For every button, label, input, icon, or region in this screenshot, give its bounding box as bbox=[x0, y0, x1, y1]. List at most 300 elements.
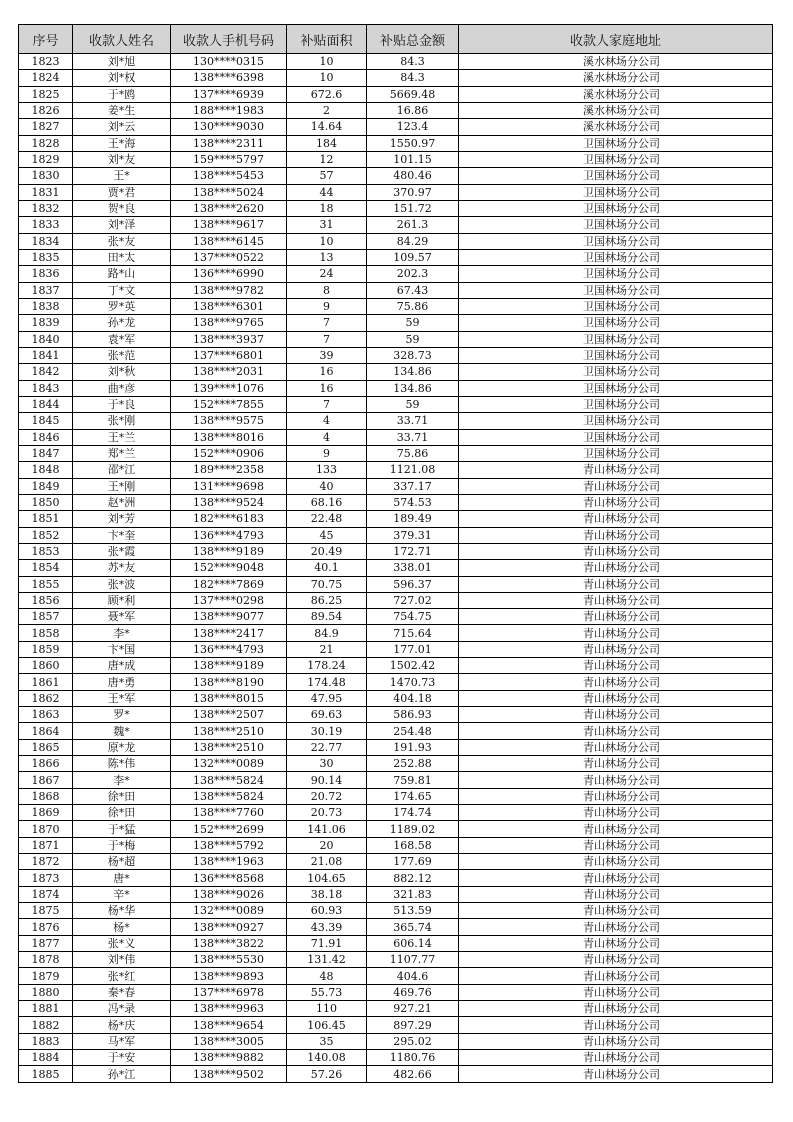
cell-amount: 513.59 bbox=[367, 903, 459, 919]
cell-address: 青山林场分公司 bbox=[459, 1033, 773, 1049]
cell-name: 刘*伟 bbox=[73, 952, 171, 968]
cell-phone: 137****6939 bbox=[171, 86, 287, 102]
cell-area: 70.75 bbox=[287, 576, 367, 592]
cell-amount: 596.37 bbox=[367, 576, 459, 592]
table-row bbox=[19, 919, 773, 935]
cell-area: 43.39 bbox=[287, 919, 367, 935]
cell-phone: 188****1983 bbox=[171, 102, 287, 118]
cell-address: 青山林场分公司 bbox=[459, 625, 773, 641]
cell-area: 133 bbox=[287, 462, 367, 478]
cell-seq: 1861 bbox=[19, 674, 73, 690]
cell-amount: 134.86 bbox=[367, 380, 459, 396]
table-row bbox=[19, 478, 773, 494]
cell-seq: 1847 bbox=[19, 445, 73, 461]
cell-seq: 1823 bbox=[19, 54, 73, 70]
cell-area: 21.08 bbox=[287, 854, 367, 870]
cell-address: 溪水林场分公司 bbox=[459, 102, 773, 118]
cell-phone: 136****6990 bbox=[171, 266, 287, 282]
cell-area: 69.63 bbox=[287, 707, 367, 723]
cell-phone: 138****6301 bbox=[171, 298, 287, 314]
cell-seq: 1830 bbox=[19, 168, 73, 184]
cell-address: 卫国林场分公司 bbox=[459, 364, 773, 380]
cell-seq: 1859 bbox=[19, 641, 73, 657]
cell-seq: 1854 bbox=[19, 560, 73, 576]
cell-address: 卫国林场分公司 bbox=[459, 396, 773, 412]
table-row bbox=[19, 527, 773, 543]
cell-amount: 337.17 bbox=[367, 478, 459, 494]
cell-address: 卫国林场分公司 bbox=[459, 151, 773, 167]
cell-amount: 59 bbox=[367, 331, 459, 347]
cell-amount: 379.31 bbox=[367, 527, 459, 543]
cell-amount: 754.75 bbox=[367, 609, 459, 625]
table-row bbox=[19, 739, 773, 755]
cell-address: 卫国林场分公司 bbox=[459, 282, 773, 298]
cell-address: 溪水林场分公司 bbox=[459, 86, 773, 102]
cell-address: 青山林场分公司 bbox=[459, 543, 773, 559]
cell-address: 青山林场分公司 bbox=[459, 919, 773, 935]
cell-area: 40 bbox=[287, 478, 367, 494]
cell-name: 张*刚 bbox=[73, 413, 171, 429]
cell-address: 青山林场分公司 bbox=[459, 870, 773, 886]
cell-seq: 1885 bbox=[19, 1066, 73, 1082]
cell-address: 青山林场分公司 bbox=[459, 788, 773, 804]
cell-name: 赵*洲 bbox=[73, 494, 171, 510]
table-row bbox=[19, 184, 773, 200]
cell-phone: 138****0927 bbox=[171, 919, 287, 935]
cell-name: 郑*兰 bbox=[73, 445, 171, 461]
cell-phone: 138****2507 bbox=[171, 707, 287, 723]
cell-area: 44 bbox=[287, 184, 367, 200]
cell-seq: 1855 bbox=[19, 576, 73, 592]
cell-name: 王*军 bbox=[73, 690, 171, 706]
cell-amount: 191.93 bbox=[367, 739, 459, 755]
cell-seq: 1865 bbox=[19, 739, 73, 755]
cell-seq: 1873 bbox=[19, 870, 73, 886]
cell-address: 卫国林场分公司 bbox=[459, 200, 773, 216]
cell-name: 徐*田 bbox=[73, 788, 171, 804]
cell-address: 青山林场分公司 bbox=[459, 854, 773, 870]
cell-seq: 1860 bbox=[19, 658, 73, 674]
cell-address: 青山林场分公司 bbox=[459, 1050, 773, 1066]
cell-address: 卫国林场分公司 bbox=[459, 233, 773, 249]
cell-name: 贾*君 bbox=[73, 184, 171, 200]
cell-amount: 715.64 bbox=[367, 625, 459, 641]
cell-area: 12 bbox=[287, 151, 367, 167]
cell-amount: 177.69 bbox=[367, 854, 459, 870]
cell-amount: 123.4 bbox=[367, 119, 459, 135]
cell-phone: 132****0089 bbox=[171, 903, 287, 919]
cell-amount: 174.74 bbox=[367, 805, 459, 821]
table-row bbox=[19, 347, 773, 363]
cell-area: 68.16 bbox=[287, 494, 367, 510]
cell-seq: 1846 bbox=[19, 429, 73, 445]
table-row bbox=[19, 119, 773, 135]
cell-name: 于*鸥 bbox=[73, 86, 171, 102]
cell-area: 110 bbox=[287, 1001, 367, 1017]
cell-area: 9 bbox=[287, 298, 367, 314]
table-row bbox=[19, 462, 773, 478]
cell-phone: 152****0906 bbox=[171, 445, 287, 461]
cell-name: 唐*勇 bbox=[73, 674, 171, 690]
cell-phone: 138****8190 bbox=[171, 674, 287, 690]
table-row bbox=[19, 364, 773, 380]
cell-area: 131.42 bbox=[287, 952, 367, 968]
cell-address: 青山林场分公司 bbox=[459, 1017, 773, 1033]
cell-name: 辛* bbox=[73, 886, 171, 902]
table-row bbox=[19, 984, 773, 1000]
cell-name: 张*范 bbox=[73, 347, 171, 363]
cell-seq: 1850 bbox=[19, 494, 73, 510]
cell-name: 顾*利 bbox=[73, 592, 171, 608]
table-row bbox=[19, 1050, 773, 1066]
cell-area: 40.1 bbox=[287, 560, 367, 576]
cell-name: 李* bbox=[73, 625, 171, 641]
cell-seq: 1828 bbox=[19, 135, 73, 151]
table-row bbox=[19, 968, 773, 984]
cell-address: 青山林场分公司 bbox=[459, 952, 773, 968]
cell-name: 于*梅 bbox=[73, 837, 171, 853]
cell-amount: 172.71 bbox=[367, 543, 459, 559]
cell-area: 30.19 bbox=[287, 723, 367, 739]
table-row bbox=[19, 690, 773, 706]
cell-seq: 1827 bbox=[19, 119, 73, 135]
table-row bbox=[19, 135, 773, 151]
cell-area: 22.48 bbox=[287, 511, 367, 527]
cell-address: 青山林场分公司 bbox=[459, 723, 773, 739]
cell-amount: 927.21 bbox=[367, 1001, 459, 1017]
cell-seq: 1848 bbox=[19, 462, 73, 478]
cell-seq: 1838 bbox=[19, 298, 73, 314]
cell-amount: 759.81 bbox=[367, 772, 459, 788]
cell-area: 21 bbox=[287, 641, 367, 657]
cell-area: 104.65 bbox=[287, 870, 367, 886]
table-row bbox=[19, 511, 773, 527]
cell-area: 140.08 bbox=[287, 1050, 367, 1066]
cell-name: 孙*龙 bbox=[73, 315, 171, 331]
table-row bbox=[19, 1066, 773, 1082]
cell-address: 溪水林场分公司 bbox=[459, 70, 773, 86]
cell-amount: 75.86 bbox=[367, 298, 459, 314]
cell-amount: 151.72 bbox=[367, 200, 459, 216]
cell-address: 青山林场分公司 bbox=[459, 462, 773, 478]
cell-area: 31 bbox=[287, 217, 367, 233]
cell-name: 邵*江 bbox=[73, 462, 171, 478]
cell-seq: 1857 bbox=[19, 609, 73, 625]
cell-seq: 1833 bbox=[19, 217, 73, 233]
cell-phone: 182****7869 bbox=[171, 576, 287, 592]
cell-address: 青山林场分公司 bbox=[459, 1001, 773, 1017]
cell-address: 青山林场分公司 bbox=[459, 609, 773, 625]
cell-phone: 137****6978 bbox=[171, 984, 287, 1000]
table-row bbox=[19, 935, 773, 951]
cell-address: 青山林场分公司 bbox=[459, 935, 773, 951]
cell-area: 184 bbox=[287, 135, 367, 151]
cell-address: 卫国林场分公司 bbox=[459, 184, 773, 200]
cell-area: 57.26 bbox=[287, 1066, 367, 1082]
cell-phone: 138****9782 bbox=[171, 282, 287, 298]
cell-address: 卫国林场分公司 bbox=[459, 266, 773, 282]
cell-phone: 138****5792 bbox=[171, 837, 287, 853]
cell-phone: 130****9030 bbox=[171, 119, 287, 135]
cell-amount: 33.71 bbox=[367, 413, 459, 429]
cell-phone: 137****6801 bbox=[171, 347, 287, 363]
table-body bbox=[19, 54, 773, 1083]
cell-seq: 1871 bbox=[19, 837, 73, 853]
cell-address: 青山林场分公司 bbox=[459, 772, 773, 788]
cell-phone: 138****9077 bbox=[171, 609, 287, 625]
cell-name: 苏*友 bbox=[73, 560, 171, 576]
cell-seq: 1845 bbox=[19, 413, 73, 429]
cell-amount: 84.29 bbox=[367, 233, 459, 249]
cell-seq: 1824 bbox=[19, 70, 73, 86]
cell-phone: 137****0298 bbox=[171, 592, 287, 608]
cell-area: 10 bbox=[287, 233, 367, 249]
cell-name: 徐*田 bbox=[73, 805, 171, 821]
cell-phone: 136****4793 bbox=[171, 527, 287, 543]
table-row bbox=[19, 168, 773, 184]
table-row bbox=[19, 331, 773, 347]
cell-amount: 254.48 bbox=[367, 723, 459, 739]
cell-name: 杨*超 bbox=[73, 854, 171, 870]
cell-area: 174.48 bbox=[287, 674, 367, 690]
cell-name: 魏* bbox=[73, 723, 171, 739]
cell-amount: 482.66 bbox=[367, 1066, 459, 1082]
cell-area: 86.25 bbox=[287, 592, 367, 608]
cell-seq: 1852 bbox=[19, 527, 73, 543]
cell-area: 16 bbox=[287, 364, 367, 380]
cell-amount: 168.58 bbox=[367, 837, 459, 853]
cell-area: 48 bbox=[287, 968, 367, 984]
cell-area: 10 bbox=[287, 54, 367, 70]
cell-name: 路*山 bbox=[73, 266, 171, 282]
cell-amount: 174.65 bbox=[367, 788, 459, 804]
cell-name: 贺*良 bbox=[73, 200, 171, 216]
cell-name: 于*猛 bbox=[73, 821, 171, 837]
cell-phone: 138****6398 bbox=[171, 70, 287, 86]
table-row bbox=[19, 445, 773, 461]
cell-name: 刘*泽 bbox=[73, 217, 171, 233]
table-row bbox=[19, 641, 773, 657]
cell-seq: 1878 bbox=[19, 952, 73, 968]
cell-area: 39 bbox=[287, 347, 367, 363]
cell-address: 青山林场分公司 bbox=[459, 511, 773, 527]
cell-name: 姜*生 bbox=[73, 102, 171, 118]
cell-amount: 1502.42 bbox=[367, 658, 459, 674]
cell-area: 38.18 bbox=[287, 886, 367, 902]
cell-address: 青山林场分公司 bbox=[459, 837, 773, 853]
cell-area: 89.54 bbox=[287, 609, 367, 625]
cell-name: 杨* bbox=[73, 919, 171, 935]
cell-amount: 574.53 bbox=[367, 494, 459, 510]
cell-amount: 338.01 bbox=[367, 560, 459, 576]
cell-amount: 365.74 bbox=[367, 919, 459, 935]
table-row bbox=[19, 609, 773, 625]
cell-phone: 138****9893 bbox=[171, 968, 287, 984]
cell-address: 卫国林场分公司 bbox=[459, 445, 773, 461]
cell-amount: 727.02 bbox=[367, 592, 459, 608]
table-row bbox=[19, 70, 773, 86]
table-row bbox=[19, 756, 773, 772]
cell-amount: 1189.02 bbox=[367, 821, 459, 837]
cell-phone: 137****0522 bbox=[171, 249, 287, 265]
cell-name: 卞*奎 bbox=[73, 527, 171, 543]
cell-amount: 295.02 bbox=[367, 1033, 459, 1049]
cell-phone: 138****9026 bbox=[171, 886, 287, 902]
cell-phone: 138****2510 bbox=[171, 739, 287, 755]
cell-seq: 1882 bbox=[19, 1017, 73, 1033]
cell-name: 聂*军 bbox=[73, 609, 171, 625]
cell-name: 杨*庆 bbox=[73, 1017, 171, 1033]
cell-name: 丁*文 bbox=[73, 282, 171, 298]
cell-phone: 138****9963 bbox=[171, 1001, 287, 1017]
cell-amount: 1107.77 bbox=[367, 952, 459, 968]
cell-area: 57 bbox=[287, 168, 367, 184]
cell-area: 7 bbox=[287, 396, 367, 412]
cell-area: 30 bbox=[287, 756, 367, 772]
cell-area: 20.72 bbox=[287, 788, 367, 804]
cell-name: 袁*军 bbox=[73, 331, 171, 347]
cell-address: 卫国林场分公司 bbox=[459, 315, 773, 331]
cell-phone: 136****8568 bbox=[171, 870, 287, 886]
cell-amount: 882.12 bbox=[367, 870, 459, 886]
cell-seq: 1863 bbox=[19, 707, 73, 723]
cell-amount: 586.93 bbox=[367, 707, 459, 723]
table-row bbox=[19, 805, 773, 821]
table-header bbox=[19, 25, 773, 54]
table-row bbox=[19, 560, 773, 576]
cell-amount: 59 bbox=[367, 396, 459, 412]
cell-seq: 1849 bbox=[19, 478, 73, 494]
cell-amount: 252.88 bbox=[367, 756, 459, 772]
cell-seq: 1876 bbox=[19, 919, 73, 935]
cell-name: 刘*芳 bbox=[73, 511, 171, 527]
cell-amount: 1121.08 bbox=[367, 462, 459, 478]
cell-amount: 328.73 bbox=[367, 347, 459, 363]
table-row bbox=[19, 658, 773, 674]
cell-area: 14.64 bbox=[287, 119, 367, 135]
cell-phone: 138****9654 bbox=[171, 1017, 287, 1033]
cell-name: 杨*华 bbox=[73, 903, 171, 919]
cell-seq: 1881 bbox=[19, 1001, 73, 1017]
table-row bbox=[19, 788, 773, 804]
cell-amount: 404.6 bbox=[367, 968, 459, 984]
cell-seq: 1864 bbox=[19, 723, 73, 739]
table-row bbox=[19, 151, 773, 167]
table-row bbox=[19, 543, 773, 559]
cell-phone: 138****9189 bbox=[171, 658, 287, 674]
cell-address: 青山林场分公司 bbox=[459, 1066, 773, 1082]
cell-area: 47.95 bbox=[287, 690, 367, 706]
cell-address: 青山林场分公司 bbox=[459, 984, 773, 1000]
cell-seq: 1858 bbox=[19, 625, 73, 641]
cell-seq: 1837 bbox=[19, 282, 73, 298]
cell-amount: 59 bbox=[367, 315, 459, 331]
cell-area: 141.06 bbox=[287, 821, 367, 837]
cell-address: 青山林场分公司 bbox=[459, 592, 773, 608]
cell-seq: 1868 bbox=[19, 788, 73, 804]
cell-seq: 1862 bbox=[19, 690, 73, 706]
table-row bbox=[19, 217, 773, 233]
cell-phone: 138****2311 bbox=[171, 135, 287, 151]
cell-phone: 138****5453 bbox=[171, 168, 287, 184]
cell-name: 王*海 bbox=[73, 135, 171, 151]
cell-amount: 261.3 bbox=[367, 217, 459, 233]
table-row bbox=[19, 854, 773, 870]
cell-seq: 1834 bbox=[19, 233, 73, 249]
cell-seq: 1869 bbox=[19, 805, 73, 821]
cell-seq: 1842 bbox=[19, 364, 73, 380]
cell-phone: 136****4793 bbox=[171, 641, 287, 657]
cell-phone: 138****9765 bbox=[171, 315, 287, 331]
cell-phone: 138****3937 bbox=[171, 331, 287, 347]
cell-name: 于*良 bbox=[73, 396, 171, 412]
cell-address: 卫国林场分公司 bbox=[459, 249, 773, 265]
table-row bbox=[19, 200, 773, 216]
cell-name: 王*兰 bbox=[73, 429, 171, 445]
cell-area: 71.91 bbox=[287, 935, 367, 951]
cell-seq: 1829 bbox=[19, 151, 73, 167]
cell-name: 张*红 bbox=[73, 968, 171, 984]
cell-amount: 16.86 bbox=[367, 102, 459, 118]
cell-area: 55.73 bbox=[287, 984, 367, 1000]
cell-area: 7 bbox=[287, 331, 367, 347]
cell-seq: 1875 bbox=[19, 903, 73, 919]
cell-phone: 138****9575 bbox=[171, 413, 287, 429]
cell-phone: 138****9502 bbox=[171, 1066, 287, 1082]
cell-seq: 1851 bbox=[19, 511, 73, 527]
cell-address: 青山林场分公司 bbox=[459, 527, 773, 543]
header-phone: 收款人手机号码 bbox=[171, 25, 287, 54]
cell-area: 20.49 bbox=[287, 543, 367, 559]
table-row bbox=[19, 282, 773, 298]
cell-address: 青山林场分公司 bbox=[459, 756, 773, 772]
cell-name: 张*波 bbox=[73, 576, 171, 592]
table-row bbox=[19, 266, 773, 282]
cell-name: 孙*江 bbox=[73, 1066, 171, 1082]
cell-seq: 1841 bbox=[19, 347, 73, 363]
cell-area: 8 bbox=[287, 282, 367, 298]
cell-area: 18 bbox=[287, 200, 367, 216]
cell-seq: 1835 bbox=[19, 249, 73, 265]
cell-area: 90.14 bbox=[287, 772, 367, 788]
cell-address: 卫国林场分公司 bbox=[459, 168, 773, 184]
cell-phone: 138****8016 bbox=[171, 429, 287, 445]
cell-name: 陈*伟 bbox=[73, 756, 171, 772]
cell-name: 罗*英 bbox=[73, 298, 171, 314]
cell-name: 刘*秋 bbox=[73, 364, 171, 380]
cell-amount: 101.15 bbox=[367, 151, 459, 167]
cell-name: 张*霞 bbox=[73, 543, 171, 559]
table-row bbox=[19, 772, 773, 788]
cell-phone: 159****5797 bbox=[171, 151, 287, 167]
cell-seq: 1867 bbox=[19, 772, 73, 788]
cell-area: 20 bbox=[287, 837, 367, 853]
cell-phone: 138****5024 bbox=[171, 184, 287, 200]
cell-area: 2 bbox=[287, 102, 367, 118]
table-row bbox=[19, 903, 773, 919]
table-row bbox=[19, 1001, 773, 1017]
table-row bbox=[19, 429, 773, 445]
header-address: 收款人家庭地址 bbox=[459, 25, 773, 54]
cell-phone: 152****7855 bbox=[171, 396, 287, 412]
cell-amount: 404.18 bbox=[367, 690, 459, 706]
cell-amount: 84.3 bbox=[367, 70, 459, 86]
cell-area: 9 bbox=[287, 445, 367, 461]
cell-amount: 1470.73 bbox=[367, 674, 459, 690]
cell-address: 溪水林场分公司 bbox=[459, 54, 773, 70]
cell-address: 青山林场分公司 bbox=[459, 886, 773, 902]
header-seq: 序号 bbox=[19, 25, 73, 54]
